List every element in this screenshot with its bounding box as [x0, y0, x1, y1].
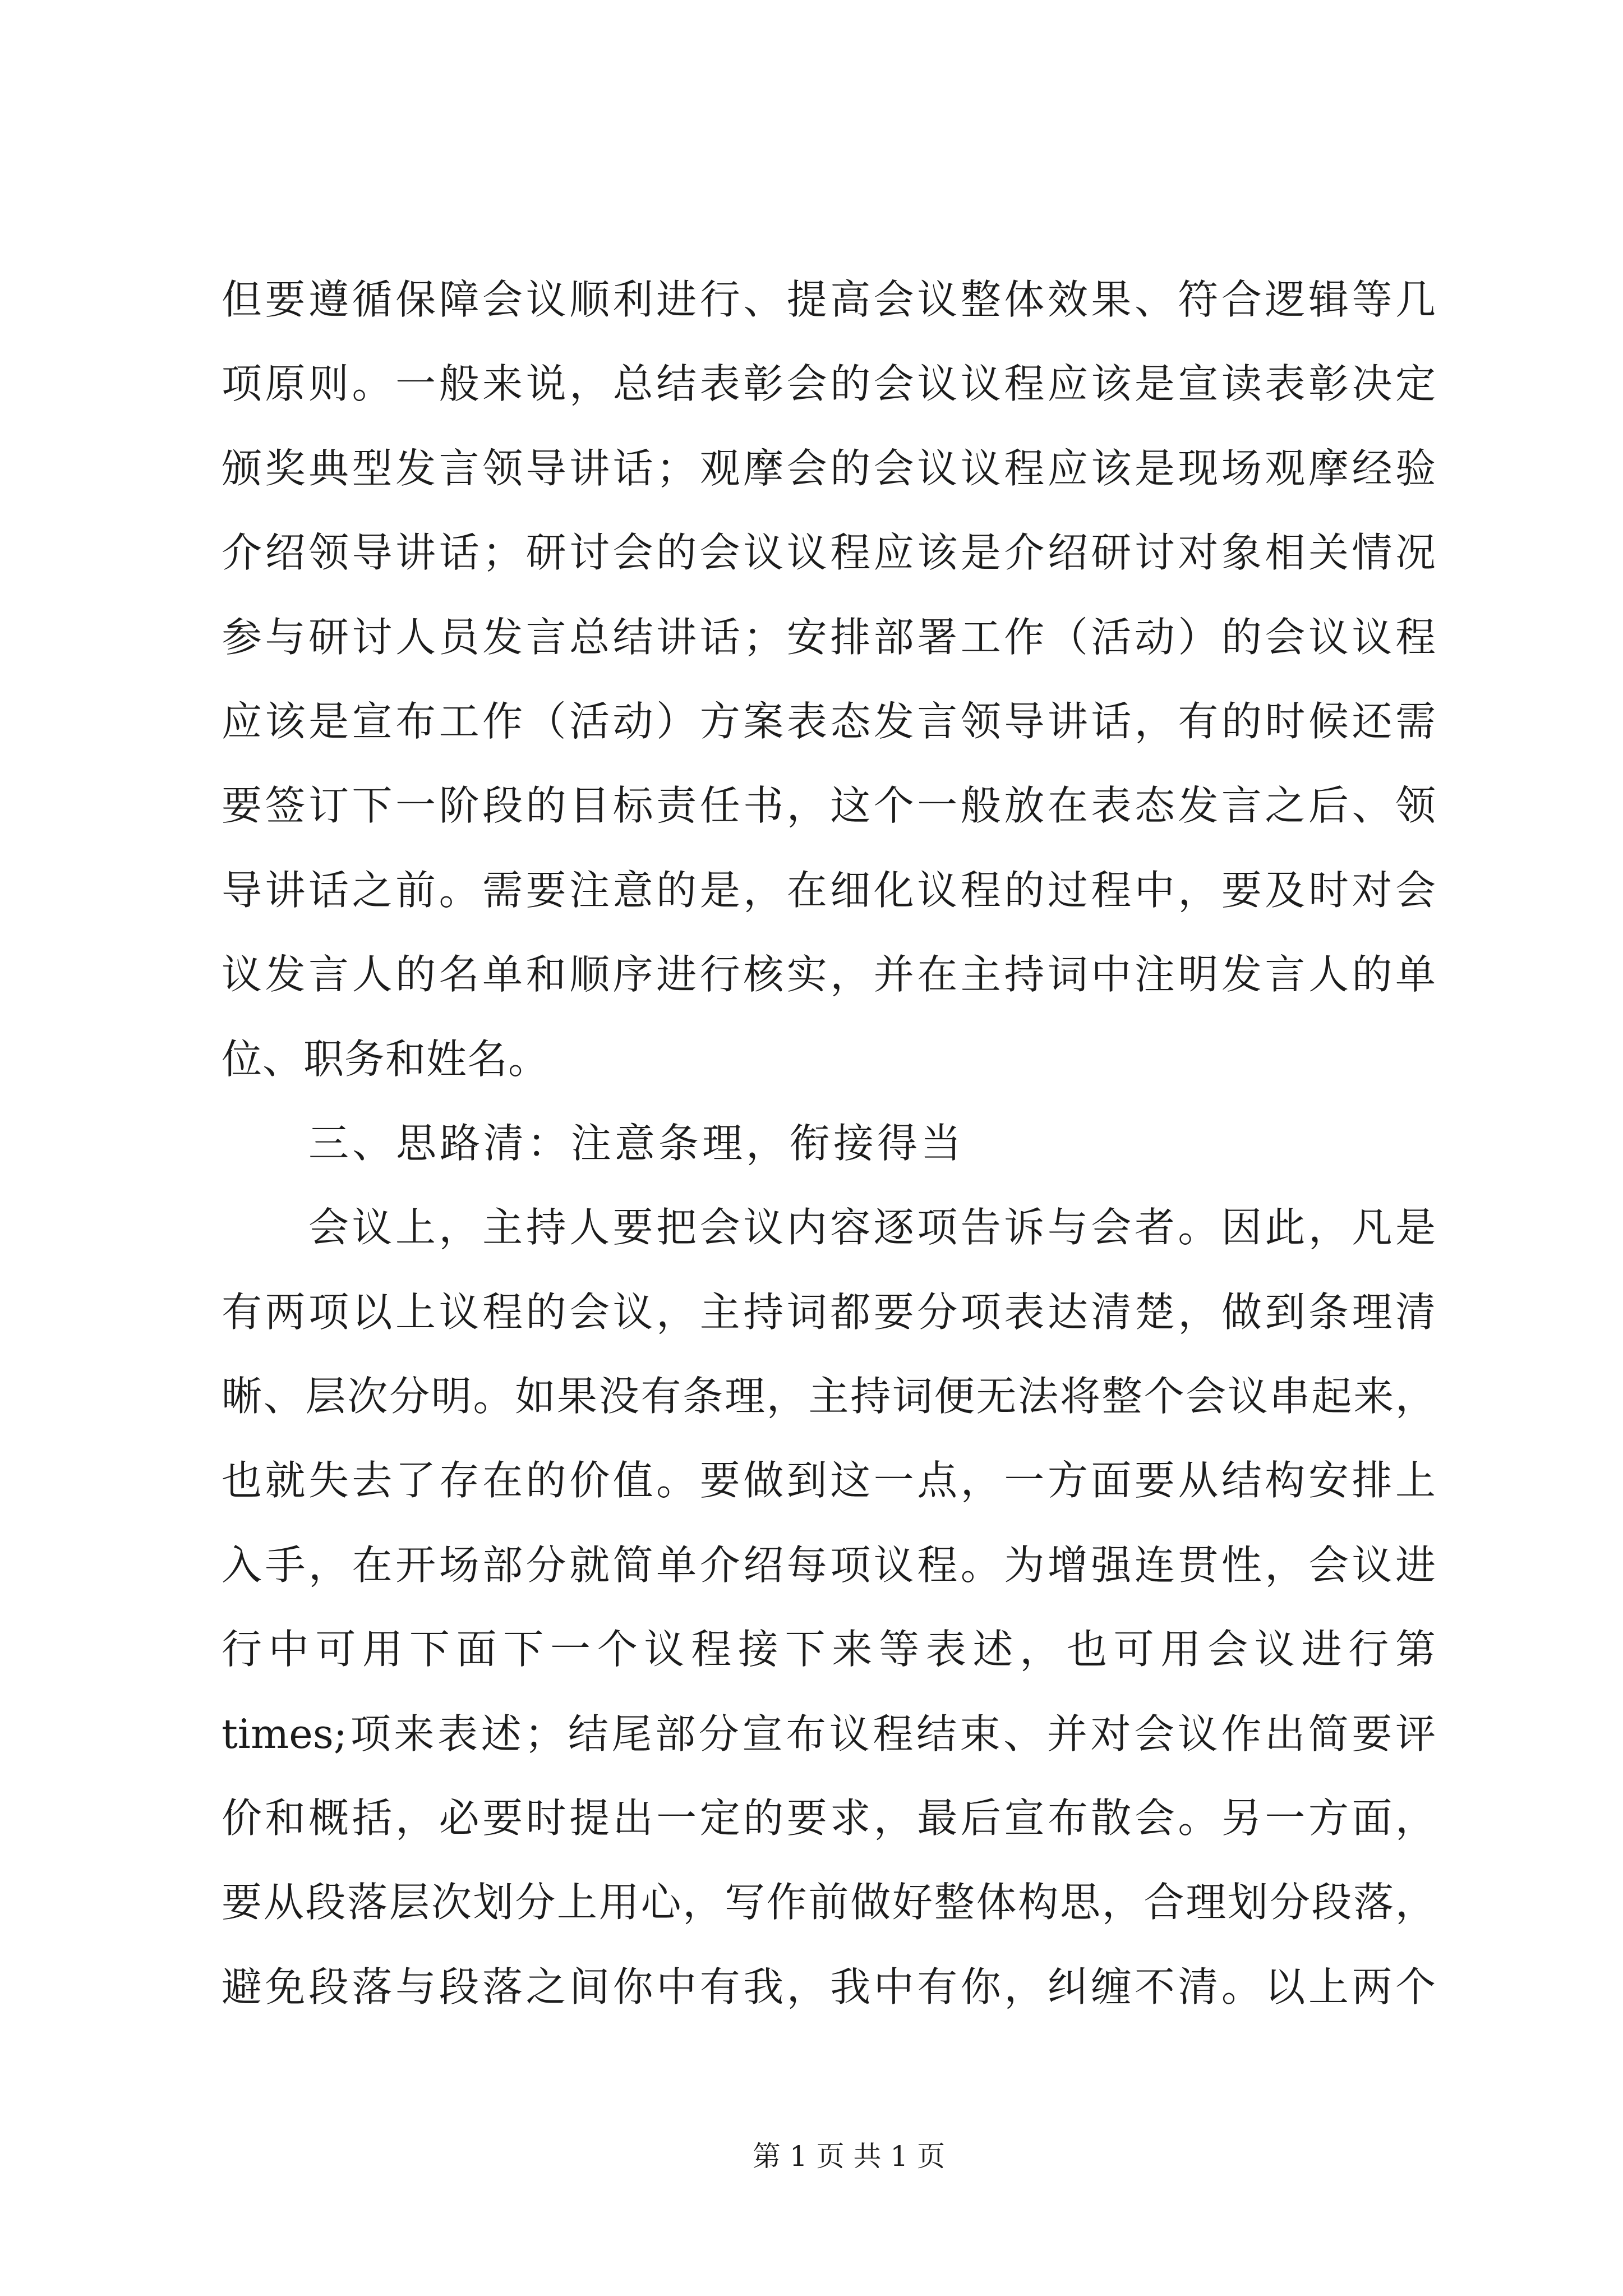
body-line: 参与研讨人员发言总结讲话；安排部署工作（活动）的会议议程 [222, 613, 1436, 661]
document-body [222, 257, 1436, 2029]
body-line: times;项来表述；结尾部分宣布议程结束、并对会议作出简要评 [222, 1710, 1436, 1757]
body-line: 位、职务和姓名。 [222, 1035, 550, 1083]
body-line: 也就失去了存在的价值。要做到这一点，一方面要从结构安排上 [222, 1457, 1436, 1504]
body-line: 晰、层次分明。如果没有条理，主持词便无法将整个会议串起来， [222, 1373, 1436, 1420]
body-line: 但要遵循保障会议顺利进行、提高会议整体效果、符合逻辑等几 [222, 276, 1436, 323]
body-line: 价和概括，必要时提出一定的要求，最后宣布散会。另一方面， [222, 1795, 1436, 1842]
section-heading-text: 三、思路清：注意条理，衔接得当 [308, 1119, 965, 1167]
body-line: 行中可用下面下一个议程接下来等表述，也可用会议进行第 [222, 1626, 1436, 1673]
body-line: 项原则。一般来说，总结表彰会的会议议程应该是宣读表彰决定 [222, 360, 1436, 408]
body-line: 颁奖典型发言领导讲话；观摩会的会议议程应该是现场观摩经验 [222, 444, 1436, 492]
section-heading [222, 1101, 1436, 1185]
body-line: 有两项以上议程的会议，主持词都要分项表达清楚，做到条理清 [222, 1288, 1436, 1336]
body-line: 导讲话之前。需要注意的是，在细化议程的过程中，要及时对会 [222, 866, 1436, 914]
body-line: 要签订下一阶段的目标责任书，这个一般放在表态发言之后、领 [222, 782, 1436, 830]
body-line: 介绍领导讲话；研讨会的会议议程应该是介绍研讨对象相关情况 [222, 529, 1436, 577]
page-footer-number: 第 1 页 共 1 页 [753, 2140, 946, 2173]
body-line: 应该是宣布工作（活动）方案表态发言领导讲话，有的时候还需 [222, 697, 1436, 745]
body-line: 议发言人的名单和顺序进行核实，并在主持词中注明发言人的单 [222, 951, 1436, 999]
paragraph [222, 1185, 1436, 2029]
body-line: 避免段落与段落之间你中有我，我中有你，纠缠不清。以上两个 [222, 1963, 1436, 2010]
body-line: 会议上，主持人要把会议内容逐项告诉与会者。因此，凡是 [308, 1204, 1436, 1251]
body-line: 入手，在开场部分就简单介绍每项议程。为增强连贯性，会议进 [222, 1541, 1436, 1589]
paragraph [222, 257, 1436, 1101]
body-line: 要从段落层次划分上用心，写作前做好整体构思，合理划分段落， [222, 1879, 1436, 1926]
